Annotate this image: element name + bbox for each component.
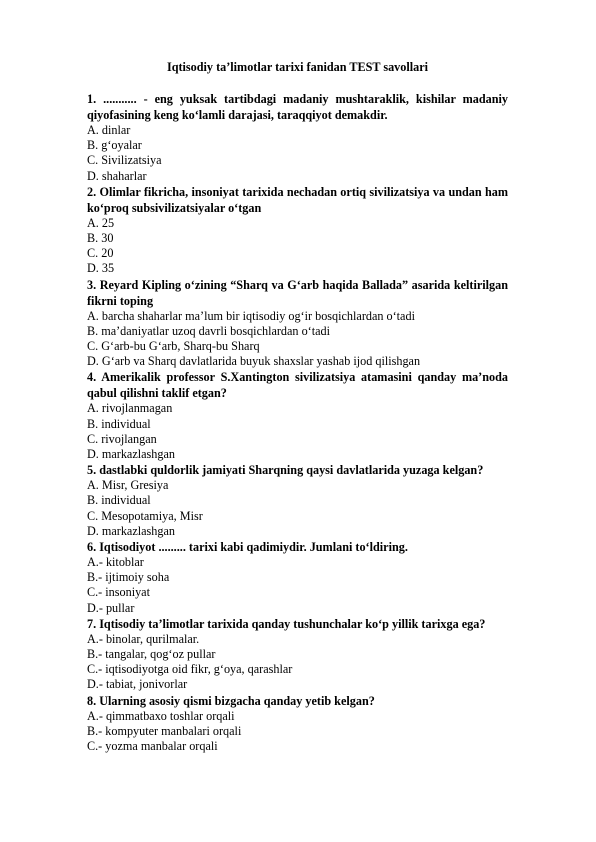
answer-option: B. individual [87, 493, 151, 508]
answer-option: A.- binolar, qurilmalar. [87, 631, 200, 646]
answer-option: D. markazlashgan [87, 523, 175, 538]
answer-option: C. G‘arb-bu G‘arb, Sharq-bu Sharq [87, 339, 260, 354]
answer-option: A. 25 [87, 215, 115, 230]
question-text: 6. Iqtisodiyot ......... tarixi kabi qadimiydir. Jumlani to‘ldiring. [87, 540, 408, 555]
answer-option: C. Sivilizatsiya [87, 153, 162, 168]
question-block [87, 184, 508, 277]
answer-option: C.- insoniyat [87, 585, 150, 600]
answer-option: A.- qimmatbaxo toshlar orqali [87, 708, 235, 723]
answer-option: A.- kitoblar [87, 555, 144, 570]
answer-option: C. 20 [87, 246, 114, 261]
answer-option: B. ma’daniyatlar uzoq davrli bosqichlardan o‘tadi [87, 323, 330, 338]
answer-option: D.- pullar [87, 600, 135, 615]
answer-option: D. 35 [87, 261, 115, 276]
question-text: 1. ........... - eng yuksak tartibdagi madaniy mushtaraklik, kishilar madaniy qiyofasining keng ko‘lamli darajasi, taraqqiyot demakdir. [87, 92, 508, 122]
answer-option: C. rivojlangan [87, 431, 157, 446]
answer-option: B. 30 [87, 231, 114, 246]
question-block [87, 693, 508, 755]
question-text: 5. dastlabki quldorlik jamiyati Sharqning qaysi davlatlarida yuzaga kelgan? [87, 463, 484, 478]
question-block [87, 539, 508, 616]
question-text: 2. Olimlar fikricha, insoniyat tarixida nechadan ortiq sivilizatsiya va undan ham ko‘proq subsivilizatsiyalar o‘tgan [87, 184, 508, 215]
answer-option: A. rivojlanmagan [87, 401, 173, 416]
answer-option: D. G‘arb va Sharq davlatlarida buyuk shaxslar yashab ijod qilishgan [87, 354, 421, 369]
answer-option: B.- ijtimoiy soha [87, 570, 170, 585]
question-block [87, 462, 508, 539]
question-block [87, 369, 508, 462]
answer-option: B. individual [87, 416, 151, 431]
answer-option: D. shaharlar [87, 168, 147, 183]
answer-option: D.- tabiat, jonivorlar [87, 677, 188, 692]
question-block [87, 277, 508, 370]
question-block [87, 616, 508, 693]
answer-option: B.- tangalar, qog‘oz pullar [87, 647, 216, 662]
answer-option: C.- iqtisodiyotga oid fikr, g‘oya, qarashlar [87, 662, 293, 677]
answer-option: C. Mesopotamiya, Misr [87, 508, 203, 523]
question-text: 7. Iqtisodiy ta’limotlar tarixida qanday tushunchalar ko‘p yillik tarixga ega? [87, 616, 486, 631]
question-list [87, 91, 508, 754]
answer-option: A. dinlar [87, 123, 131, 137]
question-text: 3. Reyard Kipling o‘zining “Sharq va G‘arb haqida Ballada” asarida keltirilgan fikrni toping [87, 277, 508, 308]
question-text: 4. Amerikalik professor S.Xantington sivilizatsiya atamasini qanday ma’noda qabul qilishni taklif etgan? [87, 370, 508, 401]
question-text: 8. Ularning asosiy qismi bizgacha qanday yetib kelgan? [87, 693, 375, 708]
answer-option: B.- kompyuter manbalari orqali [87, 723, 242, 738]
document-page [87, 60, 508, 754]
answer-option: C.- yozma manbalar orqali [87, 739, 218, 754]
answer-option: A. Misr, Gresiya [87, 478, 169, 493]
answer-option: B. g‘oyalar [87, 138, 142, 153]
question-block [87, 91, 508, 184]
answer-option: D. markazlashgan [87, 447, 175, 462]
document-title: Iqtisodiy ta’limotlar tarixi fanidan TEST savollari [166, 60, 429, 74]
answer-option: A. barcha shaharlar ma’lum bir iqtisodiy og‘ir bosqichlardan o‘tadi [87, 308, 415, 323]
